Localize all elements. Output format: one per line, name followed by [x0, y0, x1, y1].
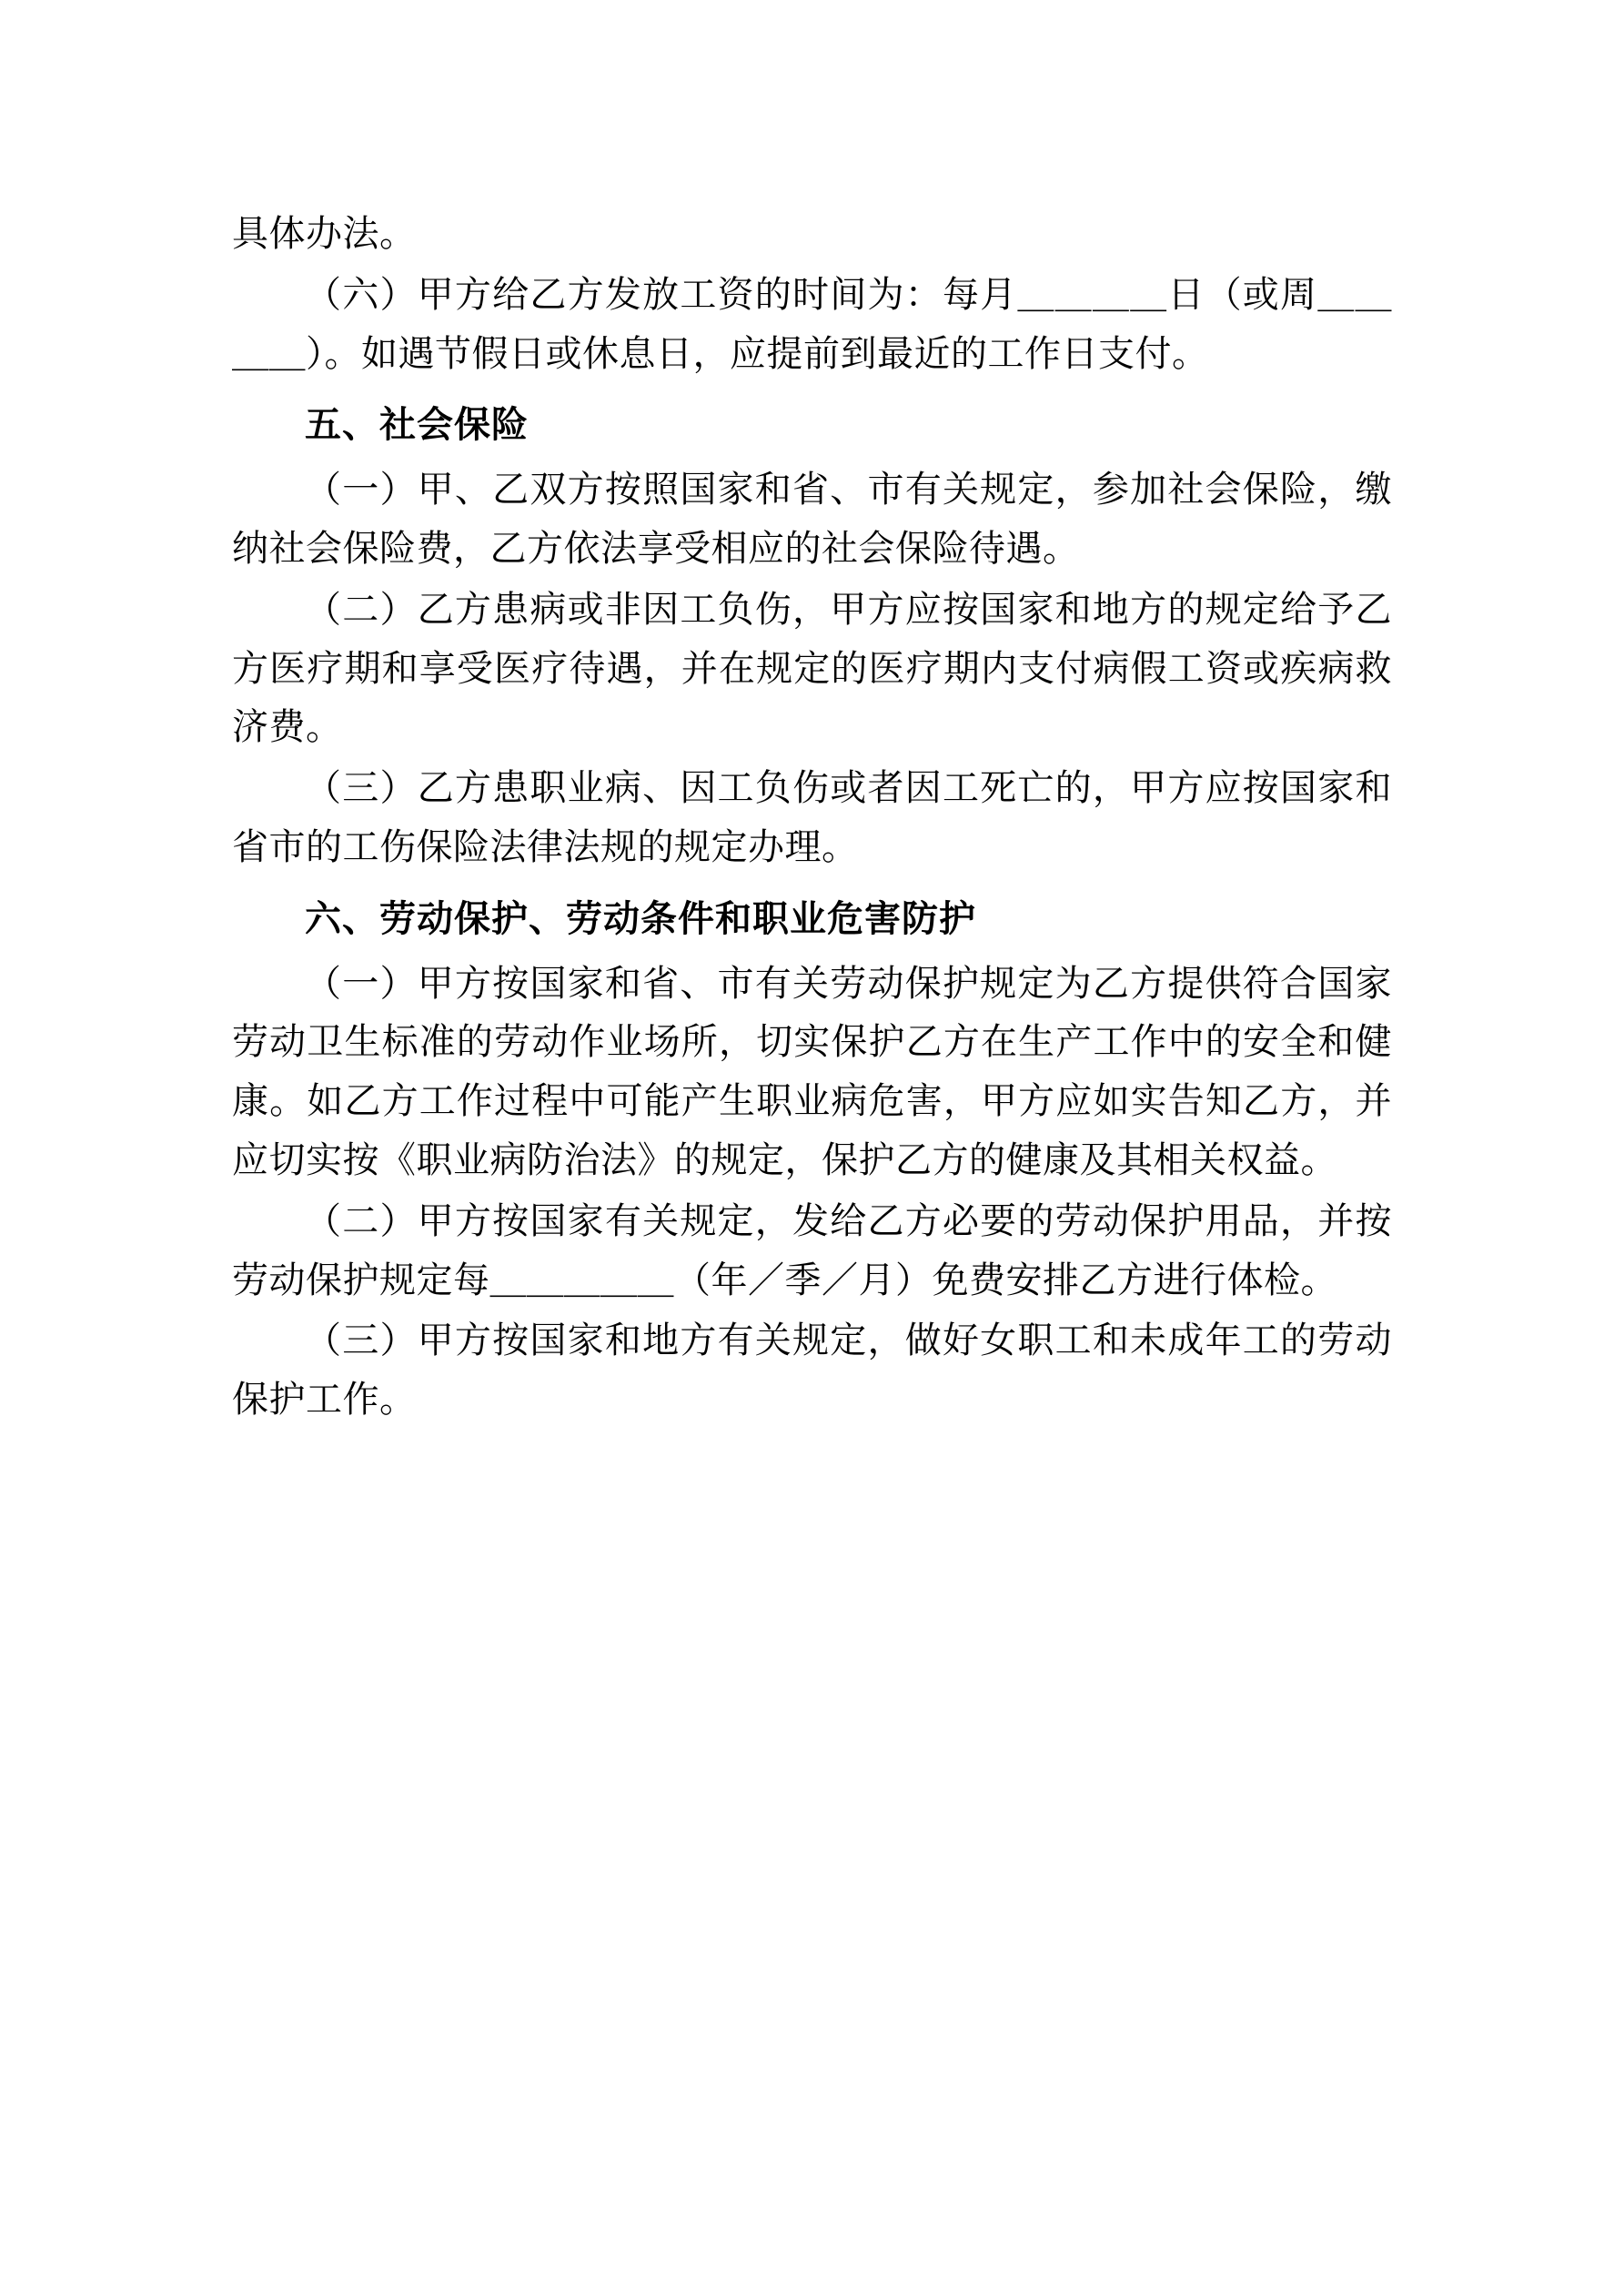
paragraph-social-insurance-3: （三）乙方患职业病、因工负伤或者因工死亡的，甲方应按国家和省市的工伤保险法律法规的规定办理。	[232, 767, 1392, 868]
paragraph-labor-protection-2: （二）甲方按国家有关规定，发给乙方必要的劳动保护用品，并按劳动保护规定每＿＿＿＿＿（年／季／月）免费安排乙方进行体检。	[232, 1199, 1392, 1301]
paragraph-labor-protection-3: （三）甲方按国家和地方有关规定，做好女职工和未成年工的劳动保护工作。	[232, 1320, 1392, 1421]
section-heading-labor-protection: 六、劳动保护、劳动条件和职业危害防护	[305, 897, 976, 940]
section-heading-social-insurance: 五、社会保险	[305, 404, 529, 447]
paragraph-wage-payment-date: （六）甲方给乙方发放工资的时间为：每月＿＿＿＿日（或周＿＿＿＿）。如遇节假日或休息日，应提前到最近的工作日支付。	[232, 273, 1392, 375]
paragraph-labor-protection-1: （一）甲方按国家和省、市有关劳动保护规定为乙方提供符合国家劳动卫生标准的劳动作业场所，切实保护乙方在生产工作中的安全和健康。如乙方工作过程中可能产生职业病危害，甲方应如实告知乙方，并应切实按《职业病防治法》的规定，保护乙方的健康及其相关权益。	[232, 962, 1392, 1181]
paragraph-social-insurance-2: （二）乙方患病或非因工负伤，甲方应按国家和地方的规定给予乙方医疗期和享受医疗待遇，并在规定的医疗期内支付病假工资或疾病救济费。	[232, 588, 1392, 749]
paragraph-social-insurance-1: （一）甲、乙双方按照国家和省、市有关规定，参加社会保险，缴纳社会保险费，乙方依法享受相应的社会保险待遇。	[232, 469, 1392, 570]
document-body	[232, 205, 1392, 1430]
paragraph-continued: 具体办法。	[232, 213, 417, 255]
